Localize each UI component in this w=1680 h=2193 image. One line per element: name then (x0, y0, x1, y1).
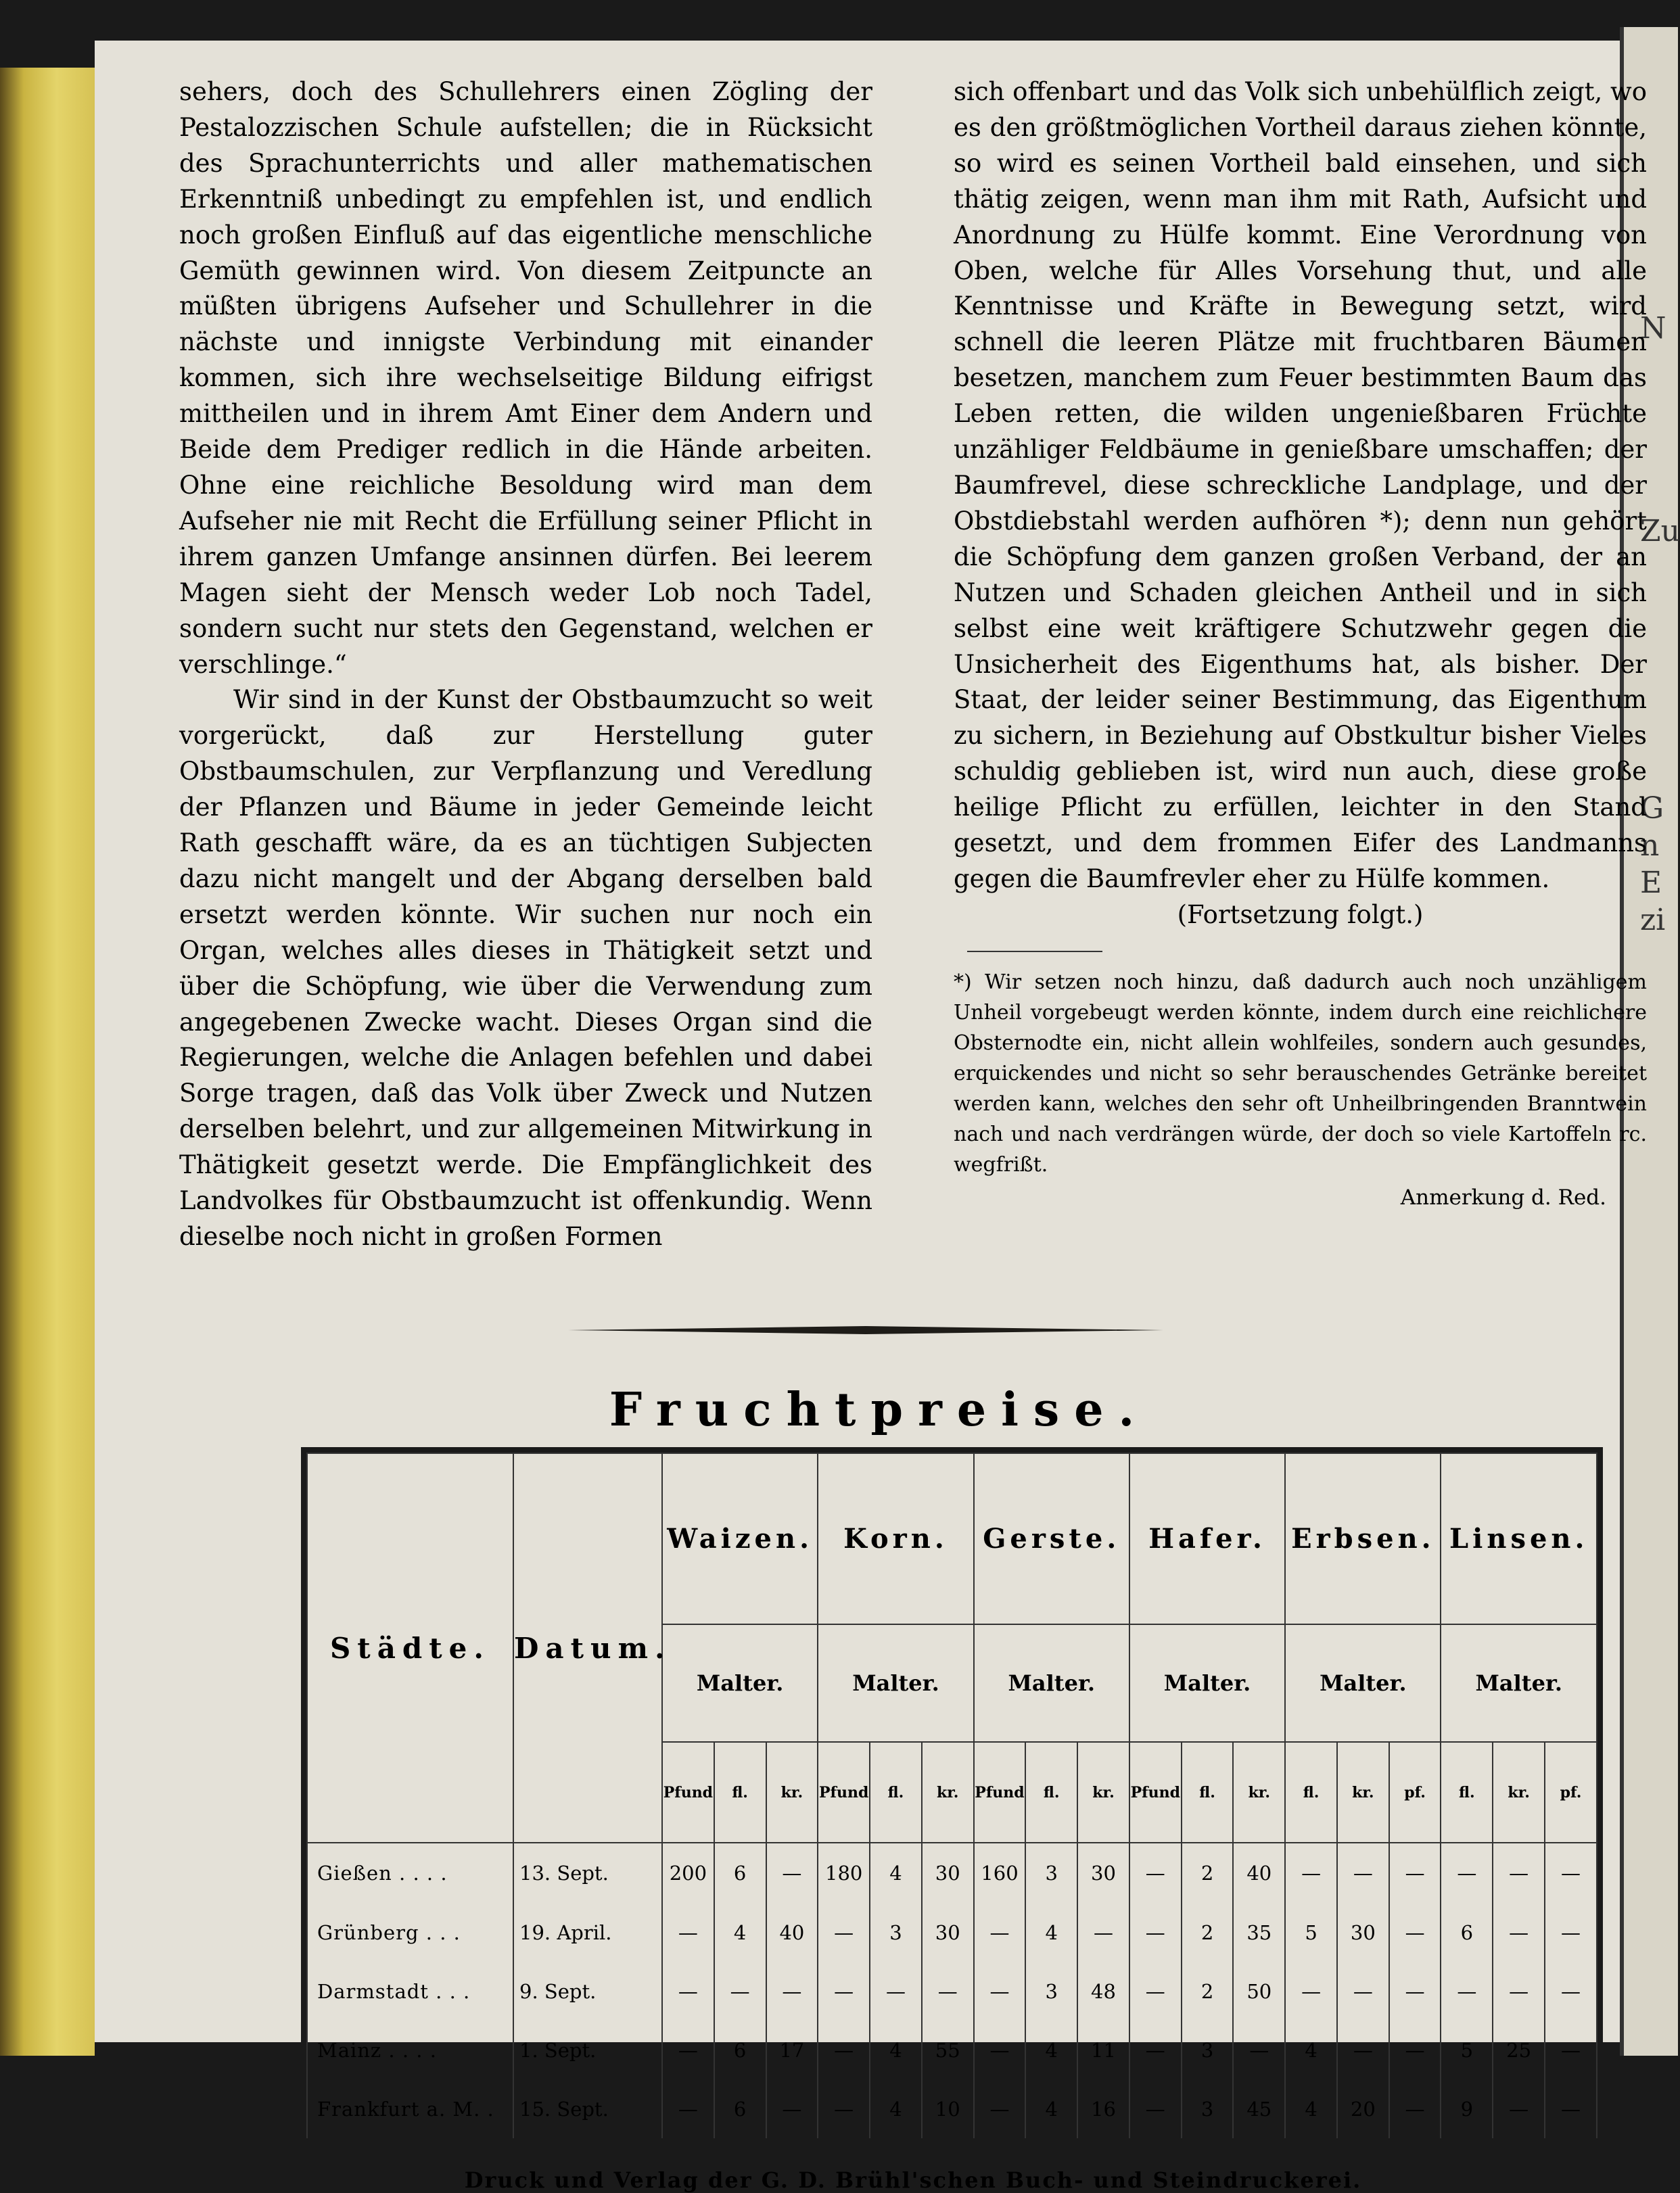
price-cell: 17 (766, 2021, 818, 2079)
price-rows (307, 1843, 1597, 2138)
price-cell: 6 (1441, 1903, 1493, 1962)
price-cell: 35 (1233, 1903, 1285, 1962)
edge-mark: G (1640, 791, 1664, 826)
unit-header: Malter. (974, 1624, 1129, 1742)
price-cell: 30 (1337, 1903, 1389, 1962)
edge-mark: zi (1640, 903, 1666, 937)
price-cell: 3 (1025, 1843, 1077, 1903)
right-paragraph: sich offenbart und das Volk sich unbehülflich zeigt, wo es den größtmöglichen Vortheil daraus ziehen könnte, so wird es seinen Vortheil bald einsehen, und sich thätig zeigen, wenn man ihm mit Rath, Aufsicht und Anordnung zu Hülfe kommt. Eine Verordnung von Oben, welche für Alles Vorsehung thut, und alle Kenntnisse und Kräfte in Bewegung setzt, wird schnell die leeren Plätze mit fruchtbaren Bäumen besetzen, manchem zum Feuer bestimmten Baum das Leben retten, die wilden ungenießbaren Früchte unzähliger Feldbäume in genießbare umschaffen; der Baumfrevel, diese schreckliche Landplage, und der Obstdiebstahl werden aufhören *); denn nun gehört die Schöpfung dem ganzen großen Verband, der an Nutzen und Schaden gleichen Antheil und in sich selbst eine weit kräftigere Schutzwehr gegen die Unsicherheit des Eigenthums hat, als bisher. Der Staat, der leider seiner Bestimmung, das Eigenthum zu sichern, in Beziehung auf Obstkultur bisher Vieles schuldig geblieben ist, wird nun auch, diese große heilige Pflicht zu erfüllen, leichter in den Stand gesetzt, und dem frommen Eifer des Landmanns gegen die Baumfrevler eher zu Hülfe kommen. (954, 77, 1647, 893)
imprint: Druck und Verlag der G. D. Brühl'schen Buch- und Steindruckerei. (464, 2167, 1362, 2193)
grain-header: Gerste. (974, 1453, 1129, 1624)
price-cell: — (714, 1962, 766, 2021)
left-column (179, 74, 872, 1255)
price-cell: — (1493, 2079, 1545, 2138)
price-cell: — (1389, 1903, 1441, 1962)
subunit-header: kr. (1077, 1742, 1129, 1843)
price-cell: 2 (1182, 1843, 1234, 1903)
price-table (306, 1453, 1597, 2138)
price-cell: — (1337, 1843, 1389, 1903)
price-cell: — (1545, 1962, 1597, 2021)
continued-note: (Fortsetzung folgt.) (1177, 899, 1424, 929)
price-cell: 20 (1337, 2079, 1389, 2138)
subunit-header: Pfund (1129, 1742, 1182, 1843)
price-cell: — (1077, 1903, 1129, 1962)
edge-mark: N (1640, 311, 1666, 346)
price-cell: — (1129, 1843, 1182, 1903)
price-cell: — (662, 1962, 714, 2021)
price-cell: 6 (714, 1843, 766, 1903)
price-cell: 4 (870, 1843, 922, 1903)
grain-header: Erbsen. (1285, 1453, 1441, 1624)
price-cell: 3 (1182, 2021, 1234, 2079)
price-cell: 3 (1025, 1962, 1077, 2021)
price-cell: — (766, 2079, 818, 2138)
left-paragraph: Wir sind in der Kunst der Obstbaumzucht so weit vorgerückt, daß zur Herstellung guter Obstbaumschulen, zur Verpflanzung und Veredlung der Pflanzen und Bäume in jeder Gemeinde leicht Rath geschafft wäre, da es an tüchtigen Subjecten dazu nicht mangelt und der Abgang derselben bald ersetzt werden könnte. Wir suchen nur noch ein Organ, welches alles dieses in Thätigkeit setzt und über die Schöpfung, wie über die Verwendung zum angegebenen Zwecke wacht. Dieses Organ sind die Regierungen, welche die Anlagen befehlen und dabei Sorge tragen, daß das Volk über Zweck und Nutzen derselben belehrt, und zur allgemeinen Mitwirkung in Thätigkeit gesetzt werde. Die Empfänglichkeit des Landvolkes für Obstbaumzucht ist offenkundig. Wenn dieselbe noch nicht in großen Formen (179, 685, 872, 1251)
subunit-header: pf. (1389, 1742, 1441, 1843)
price-cell: — (766, 1962, 818, 2021)
footnote-rule (967, 951, 1102, 952)
grain-header: Linsen. (1441, 1453, 1597, 1624)
subunit-header: Pfund (818, 1742, 870, 1843)
subunit-header: fl. (1182, 1742, 1234, 1843)
price-cell: — (1389, 1962, 1441, 2021)
unit-header: Malter. (662, 1624, 818, 1742)
city-cell: Grünberg . . . (307, 1903, 513, 1962)
subunit-header: Pfund (662, 1742, 714, 1843)
price-cell: 10 (922, 2079, 974, 2138)
subunit-header: Pfund (974, 1742, 1026, 1843)
price-cell: 4 (1025, 2021, 1077, 2079)
col-date-header: Datum. (513, 1453, 662, 1843)
price-cell: 3 (1182, 2079, 1234, 2138)
grain-header: Waizen. (662, 1453, 818, 1624)
price-cell: — (1337, 2021, 1389, 2079)
edge-mark: Zu (1640, 514, 1680, 548)
table-row (307, 1843, 1597, 1903)
subunit-header: pf. (1545, 1742, 1597, 1843)
price-table-frame (301, 1447, 1603, 2144)
price-cell: — (974, 1903, 1026, 1962)
price-cell: 30 (1077, 1843, 1129, 1903)
table-row (307, 1903, 1597, 1962)
edge-mark: E (1640, 866, 1662, 900)
price-cell: — (1389, 2021, 1441, 2079)
price-cell: — (1493, 1903, 1545, 1962)
subunit-header: kr. (1337, 1742, 1389, 1843)
prices-title: Fruchtpreise. (609, 1383, 1150, 1437)
price-cell: — (1129, 2021, 1182, 2079)
edge-mark: n (1640, 828, 1660, 863)
price-cell: 40 (1233, 1843, 1285, 1903)
price-cell: — (1545, 1903, 1597, 1962)
subunit-header: fl. (1285, 1742, 1337, 1843)
price-cell: — (1545, 2079, 1597, 2138)
grain-header: Hafer. (1129, 1453, 1285, 1624)
price-cell: 4 (870, 2021, 922, 2079)
price-cell: — (1493, 1962, 1545, 2021)
price-cell: — (1389, 1843, 1441, 1903)
price-cell: — (1129, 1903, 1182, 1962)
price-cell: 5 (1285, 1903, 1337, 1962)
unit-header: Malter. (1441, 1624, 1597, 1742)
subunit-header: fl. (1025, 1742, 1077, 1843)
price-cell: 4 (1285, 2079, 1337, 2138)
price-cell: — (922, 1962, 974, 2021)
price-cell: 200 (662, 1843, 714, 1903)
price-cell: 16 (1077, 2079, 1129, 2138)
table-row (307, 1962, 1597, 2021)
price-cell: — (818, 2079, 870, 2138)
price-cell: — (818, 1962, 870, 2021)
price-cell: — (766, 1843, 818, 1903)
price-cell: 25 (1493, 2021, 1545, 2079)
price-cell: 160 (974, 1843, 1026, 1903)
price-cell: 55 (922, 2021, 974, 2079)
price-cell: — (1129, 2079, 1182, 2138)
price-cell: 2 (1182, 1903, 1234, 1962)
price-cell: — (662, 1903, 714, 1962)
city-cell: Frankfurt a. M. . (307, 2079, 513, 2138)
right-column (954, 74, 1647, 1216)
price-cell: — (818, 1903, 870, 1962)
price-cell: — (1493, 1843, 1545, 1903)
price-cell: — (818, 2021, 870, 2079)
price-cell: 3 (870, 1903, 922, 1962)
price-cell: 4 (1025, 2079, 1077, 2138)
unit-header: Malter. (1285, 1624, 1441, 1742)
price-cell: — (1337, 1962, 1389, 2021)
price-cell: 6 (714, 2021, 766, 2079)
subunit-header: kr. (1233, 1742, 1285, 1843)
date-cell: 1. Sept. (513, 2021, 662, 2079)
price-cell: — (662, 2079, 714, 2138)
price-cell: — (1233, 2021, 1285, 2079)
col-city-header: Städte. (307, 1453, 513, 1843)
unit-header: Malter. (818, 1624, 973, 1742)
price-cell: 30 (922, 1843, 974, 1903)
price-cell: 40 (766, 1903, 818, 1962)
book-edge (0, 68, 95, 2056)
price-cell: — (1129, 1962, 1182, 2021)
subunit-header: fl. (1441, 1742, 1493, 1843)
date-cell: 15. Sept. (513, 2079, 662, 2138)
table-row (307, 2079, 1597, 2138)
price-cell: — (1389, 2079, 1441, 2138)
price-cell: — (1441, 1843, 1493, 1903)
city-cell: Gießen . . . . (307, 1843, 513, 1903)
footnote-signature: Anmerkung d. Red. (1400, 1185, 1606, 1210)
subunit-header: fl. (870, 1742, 922, 1843)
price-cell: — (870, 1962, 922, 2021)
price-cell: 4 (714, 1903, 766, 1962)
price-cell: — (1545, 1843, 1597, 1903)
subunit-header: kr. (922, 1742, 974, 1843)
price-cell: 50 (1233, 1962, 1285, 2021)
grain-header: Korn. (818, 1453, 973, 1624)
price-cell: 180 (818, 1843, 870, 1903)
price-cell: — (974, 2079, 1026, 2138)
price-cell: — (1285, 1962, 1337, 2021)
price-cell: — (1285, 1843, 1337, 1903)
ornamental-divider (568, 1325, 1163, 1335)
table-row (307, 2021, 1597, 2079)
price-cell: — (662, 2021, 714, 2079)
subunit-header: kr. (1493, 1742, 1545, 1843)
price-cell: 11 (1077, 2021, 1129, 2079)
price-cell: 6 (714, 2079, 766, 2138)
date-cell: 9. Sept. (513, 1962, 662, 2021)
price-cell: — (1545, 2021, 1597, 2079)
price-cell: 4 (870, 2079, 922, 2138)
price-cell: 4 (1285, 2021, 1337, 2079)
date-cell: 13. Sept. (513, 1843, 662, 1903)
price-cell: — (974, 2021, 1026, 2079)
left-paragraph: sehers, doch des Schullehrers einen Zögling der Pestalozzischen Schule aufstellen; die in Rücksicht des Sprachunterrichts und aller mathematischen Erkenntniß unbedingt zu empfehlen ist, und endlich noch großen Einfluß auf das eigentliche menschliche Gemüth gewinnen wird. Von diesem Zeitpuncte an müßten übrigens Aufseher und Schullehrer in die nächste und innigste Verbindung mit einander kommen, sich ihre wechselseitige Bildung eifrigst mittheilen und in ihrem Amt Einer dem Andern und Beide dem Prediger redlich in die Hände arbeiten. Ohne eine reichliche Besoldung wird man dem Aufseher nie mit Recht die Erfüllung seiner Pflicht in ihrem ganzen Umfange ansinnen dürfen. Bei leerem Magen sieht der Mensch weder Lob noch Tadel, sondern sucht nur stets den Gegenstand, welchen er verschlinge.“ (179, 77, 872, 679)
price-cell: 5 (1441, 2021, 1493, 2079)
city-cell: Mainz . . . . (307, 2021, 513, 2079)
price-cell: 4 (1025, 1903, 1077, 1962)
price-cell: 48 (1077, 1962, 1129, 2021)
price-cell: 45 (1233, 2079, 1285, 2138)
subunit-header: fl. (714, 1742, 766, 1843)
price-cell: 2 (1182, 1962, 1234, 2021)
price-cell: 30 (922, 1903, 974, 1962)
footnote: *) Wir setzen noch hinzu, daß dadurch auch noch unzähligem Unheil vorgebeugt werden könnte, indem durch eine reichlichere Obsternodte ein, nicht allein wohlfeiles, sondern auch gesundes, erquickendes und nicht so sehr berauschendes Getränke bereitet werden kann, welches den sehr oft Unheilbringenden Branntwein nach und nach verdrängen würde, der doch so viele Kartoffeln rc. wegfrißt. (954, 970, 1647, 1177)
price-cell: — (974, 1962, 1026, 2021)
price-cell: 9 (1441, 2079, 1493, 2138)
unit-header: Malter. (1129, 1624, 1285, 1742)
date-cell: 19. April. (513, 1903, 662, 1962)
city-cell: Darmstadt . . . (307, 1962, 513, 2021)
subunit-header: kr. (766, 1742, 818, 1843)
price-cell: — (1441, 1962, 1493, 2021)
